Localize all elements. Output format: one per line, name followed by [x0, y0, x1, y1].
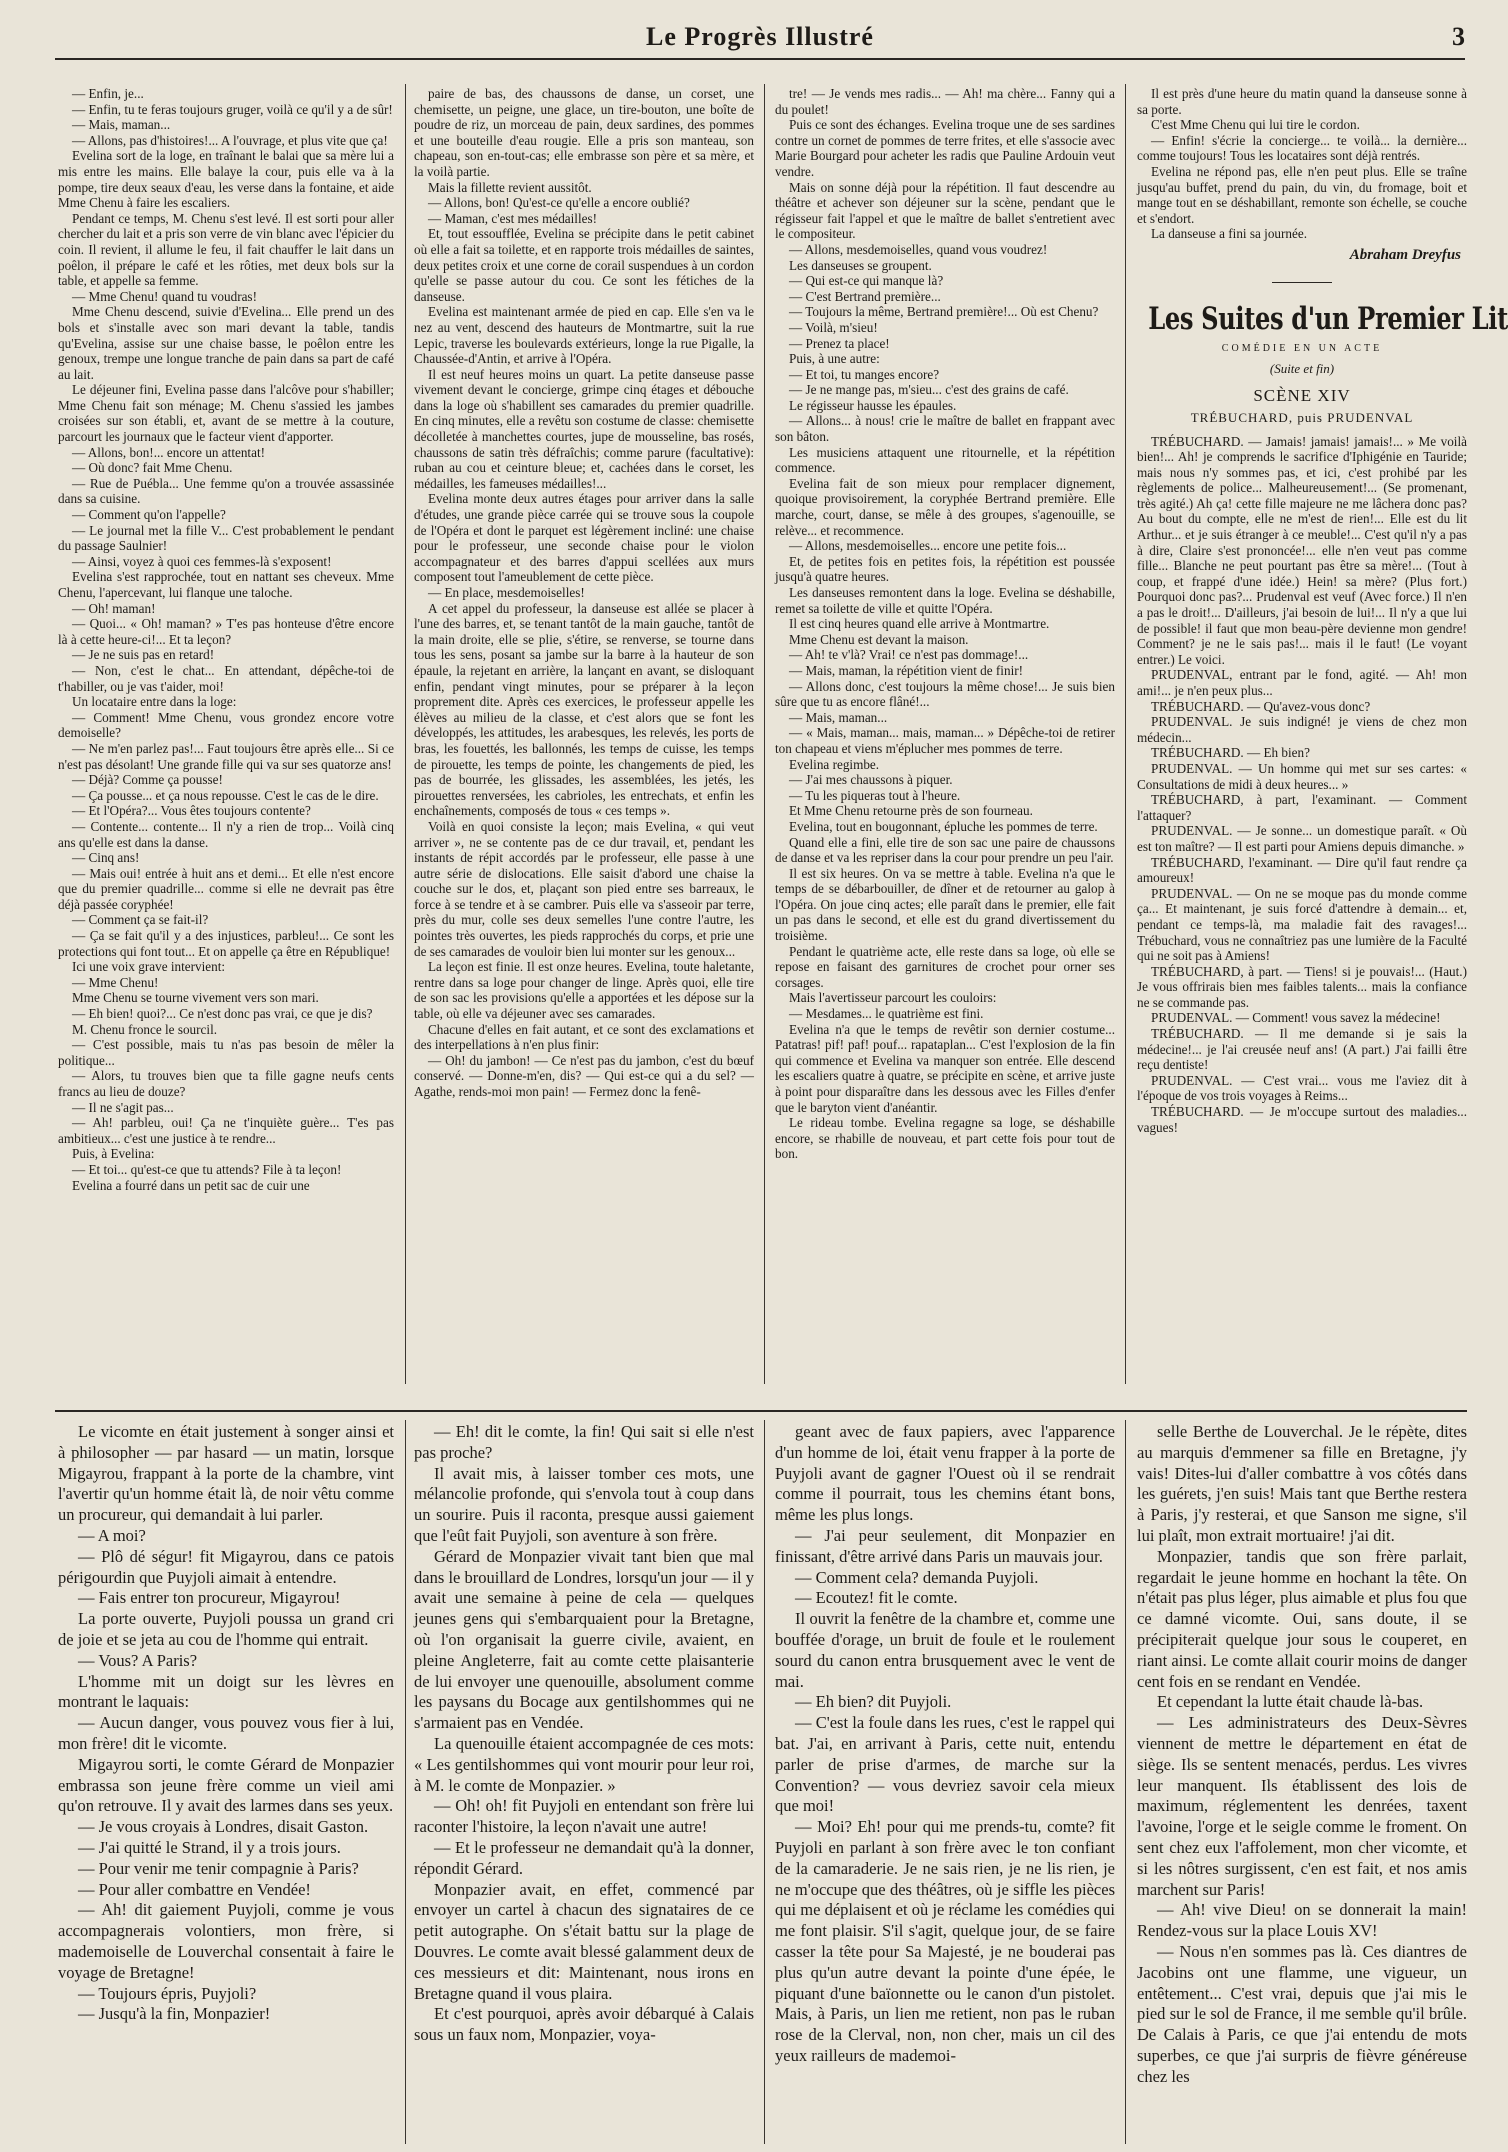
paragraph: La danseuse a fini sa journée.: [1151, 226, 1307, 242]
paragraph: — Et toi... qu'est-ce que tu attends? File à ta leçon!: [72, 1161, 342, 1177]
paragraph: — J'ai peur seulement, dit Monpazier en finissant, d'être arrivé dans Paris un mauvais jour.: [775, 1525, 1115, 1566]
paragraph: — Les administrateurs des Deux-Sèvres viennent de mettre le département en état de siège. Ils se sentent menacés, perdus. Les vivres leur manquent. Ils établissent des lois de maximum, réglementent les denrées, taxent l'avoine, l'orge et le seigle comme le froment. On sent chez eux l'affolement, mon cher vicomte, et si les nôtres surgissent, c'en est fait, et nos amis marchent sur Paris!: [1137, 1713, 1467, 1899]
paragraph: PRUDENVAL. — C'est vrai... vous me l'aviez dit à l'époque de vos trois voyages à Reims...: [1137, 1072, 1467, 1104]
paragraph: PRUDENVAL. Je suis indigné! je viens de chez mon médecin...: [1137, 714, 1467, 745]
paragraph: — Déjà? Comme ça pousse!: [72, 772, 223, 788]
paragraph: Il est six heures. On va se mettre à table. Evelina n'a que le temps de se débarbouiller, de dîner et de retourner au galop à l'Opéra. On joue cinq actes; elle paraît dans le premier, elle fait un pas dans le second, et elle est du grand divertissement du troisième.: [775, 865, 1115, 944]
paragraph: — Ecoutez! fit le comte.: [795, 1588, 958, 1608]
paragraph: geant avec de faux papiers, avec l'apparence d'un homme de loi, était venu frapper à la porte de Puyjoli avant de gagner l'Ouest où il se rendrait comme il pourrait, tous les chemins étant bons, même les plus longs.: [775, 1422, 1115, 1525]
paragraph: Puis, à Evelina:: [72, 1146, 155, 1162]
paragraph: selle Berthe de Louverchal. Je le répète, dites au marquis d'emmener sa fille en Bretagne, j'y vais! Dites-lui d'aller combattre à vos côtés dans les guérets, j'en suis! Mais tant que Berthe restera à Paris, j'y resterai, et que Sanson me signe, s'il lui plaît, mon extrait mortuaire! j'ai dit.: [1137, 1422, 1467, 1545]
paragraph: — Ça pousse... et ça nous repousse. C'est le cas de le dire.: [72, 787, 379, 803]
paragraph: Il est neuf heures moins un quart. La petite danseuse passe vivement devant le concierge, grimpe cinq étages et débouche dans la loge où s'habillent ses camarades du premier quadrille. En cinq minutes, elle a revêtu son costume de classe: chemisette décolletée à manchettes courtes, jupe de mousseline, bas rosés, chaussons de satin très défraîchis; comme parure (facultative): ruban au cou et ceinture bleue; et, cachées dans le corset, les médailles, les fameuses médailles!...: [414, 366, 754, 491]
paragraph: — Mais, maman...: [789, 709, 888, 725]
article-column-3: [775, 86, 1115, 1402]
scene-title: SCÈNE XIV: [1253, 386, 1351, 406]
scene-cast: TRÉBUCHARD, puis PRUDENVAL: [1190, 409, 1414, 425]
paragraph: — Jusqu'à la fin, Monpazier!: [78, 2004, 271, 2024]
paragraph: Ici une voix grave intervient:: [72, 959, 226, 975]
serial-column-3: [775, 1422, 1115, 2144]
paragraph: Monpazier avait, en effet, commencé par envoyer un cartel à chacun des signataires de ce petit autographe. On s'était battu sur la plage de Douvres. Le comte avait blessé galamment deux de ces messieurs et dit: Maintenant, nous irons en Bretagne quand il vous plaira.: [414, 1879, 754, 2003]
paragraph: PRUDENVAL. — Un homme qui met sur ses cartes: « Consultations de midi à deux heures... »: [1137, 760, 1467, 792]
paragraph: — En place, mesdemoiselles!: [428, 585, 585, 600]
article-ending: [1137, 86, 1467, 242]
paragraph: Evelina n'a que le temps de revêtir son dernier costume... Patatras! pif! paf! pouf... rapataplan... C'est l'explosion de la fin qui commence et Evelina va manquer son entrée. Elle descend les escaliers quatre à quatre, se précipite en scène, et arrive juste à point pour disparaître dans les dessous avec les Filles d'enfer que le baryton vient d'anéantir.: [775, 1021, 1115, 1115]
column-divider: [405, 84, 406, 1384]
paragraph: PRUDENVAL. — On ne se moque pas du monde comme ça... Et maintenant, je suis forcé d'attendre à demain... et, pendant ce temps-là, ma maladie fait des ravages!... Trébuchard, vous ne connaîtriez pas une lumière de la Faculté qui ne soit pas à Amiens!: [1137, 885, 1467, 964]
masthead-title: Le Progrès Illustré: [646, 22, 874, 51]
paragraph: Evelina monte deux autres étages pour arriver dans la salle d'études, une grande pièce carrée qui se trouve sous la coupole de l'Opéra et dont le parquet est légèrement incliné: une chaise pour le professeur, une seconde chaise pour le violon accompagnateur et des barres d'appui scellées aux murs composent tout l'ameublement de cette pièce.: [414, 491, 754, 585]
paragraph: — Et toi, tu manges encore?: [789, 366, 940, 382]
paragraph: Les danseuses remontent dans la loge. Evelina se déshabille, remet sa toilette de ville et quitte l'Opéra.: [775, 585, 1115, 616]
paragraph: — Eh bien! quoi?... Ce n'est donc pas vrai, ce que je dis?: [72, 1006, 373, 1022]
paragraph: Le déjeuner fini, Evelina passe dans l'alcôve pour s'habiller; Mme Chenu fait son ménage; M. Chenu s'assied les jambes croisées sur son établi, et, avant de se mettre à la couture, parcourt les journaux que le facteur vient d'apporter.: [58, 382, 394, 445]
paragraph: — Prenez ta place!: [789, 335, 890, 351]
paragraph: — Alors, tu trouves bien que ta fille gagne neufs cents francs au lieu de douze?: [58, 1068, 394, 1099]
paragraph: paire de bas, des chaussons de danse, un corset, une chemisette, un peigne, une glace, un tire-bouton, une boîte de poudre de riz, un morceau de pain, deux sardines, des pommes et une bouteille d'eau rougie. Elle a pris son manteau, son chapeau, son en-tout-cas; elle embrasse son père et sa mère, et la voilà partie.: [414, 86, 754, 179]
column-divider: [1125, 84, 1126, 1384]
page-number: 3: [1452, 22, 1465, 51]
paragraph: — Oh! du jambon! — Ce n'est pas du jambon, c'est du bœuf conservé. — Donne-m'en, dis? — Qui est-ce qui a du sel? — Agathe, rends-moi mon pain! — Fermez donc la fenê-: [414, 1052, 754, 1099]
article-column-4: [1137, 86, 1508, 1402]
author-signature: Abraham Dreyfus: [1349, 246, 1461, 263]
paragraph: — Je ne suis pas en retard!: [72, 647, 215, 663]
paragraph: La porte ouverte, Puyjoli poussa un grand cri de joie et se jeta au cou de l'homme qui entrait.: [58, 1609, 394, 1649]
paragraph: — Et le professeur ne demandait qu'à la donner, répondit Gérard.: [414, 1837, 754, 1878]
paragraph: C'est Mme Chenu qui lui tire le cordon.: [1151, 117, 1360, 133]
paragraph: Evelina, tout en bougonnant, épluche les pommes de terre.: [789, 818, 1098, 834]
paragraph: — Le journal met la fille V... C'est probablement le pendant du passage Saulnier!: [58, 522, 394, 554]
paragraph: — C'est la foule dans les rues, c'est le rappel qui bat. J'ai, en arrivant à Paris, cette nuit, entendu parler de prise d'armes, de marche sur la Convention? — vous devriez savoir cela mieux que moi!: [775, 1713, 1115, 1816]
paragraph: Migayrou sorti, le comte Gérard de Monpazier embrassa son jeune frère comme un vieil ami qu'on retrouve. Il y avait des larmes dans ses yeux.: [58, 1754, 394, 1816]
paragraph: — Rue de Puébla... Une femme qu'on a trouvée assassinée dans sa cuisine.: [58, 475, 394, 507]
paragraph: — Toujours la même, Bertrand première!... Où est Chenu?: [789, 304, 1099, 320]
paragraph: Il est cinq heures quand elle arrive à Montmartre.: [789, 616, 1050, 632]
paragraph: Mme Chenu descend, suivie d'Evelina... Elle prend un des bols et s'installe avec son mari devant la table, tandis qu'Evelina, assise sur une chaise basse, le poêlon entre les genoux, trempe une longue tranche de pain dans sa part de café au lait.: [58, 304, 394, 382]
paragraph: Il avait mis, à laisser tomber ces mots, une mélancolie profonde, qui s'envola tout à coup dans un sourire. Puis il raconta, presque aussi gaiement que l'eût fait Puyjoli, son aventure à son frère.: [414, 1463, 754, 1545]
paragraph: Evelina est maintenant armée de pied en cap. Elle s'en va le nez au vent, descend des hauteurs de Montmartre, suit la rue Lepic, traverse les boulevards extérieurs, longe la rue Pigalle, la Chaussée-d'Antin, et arrive à l'Opéra.: [414, 304, 754, 367]
paragraph: — Plô dé ségur! fit Migayrou, dans ce patois périgourdin que Puyjoli aimait à entendre.: [58, 1546, 394, 1587]
paragraph: La quenouille étaient accompagnée de ces mots: « Les gentilshommes qui vont mourir pour leur roi, à M. le comte de Monpazier. »: [414, 1733, 754, 1795]
paragraph: Evelina ne répond pas, elle n'en peut plus. Elle se traîne jusqu'au buffet, prend du pain, du vin, du fromage, boit et mange tout en se déshabillant, remonte son échelle, se couche et s'endort.: [1137, 163, 1467, 226]
article-column-1: [58, 86, 394, 1402]
play-note: (Suite et fin): [1269, 360, 1335, 376]
paragraph: Il ouvrit la fenêtre de la chambre et, comme une bouffée d'orage, un bruit de foule et le roulement sourd du canon entra brusquement avec le vent de mai.: [775, 1609, 1115, 1691]
paragraph: Et c'est pourquoi, après avoir débarqué à Calais sous un faux nom, Monpazier, voya-: [414, 2004, 754, 2045]
paragraph: — Mesdames... le quatrième est fini.: [789, 1006, 984, 1022]
paragraph: — Allons, mesdemoiselles... encore une petite fois...: [789, 538, 1067, 554]
paragraph: — Ah! vive Dieu! on se donnerait la main! Rendez-vous sur la place Louis XV!: [1137, 1900, 1467, 1941]
paragraph: — Mme Chenu!: [72, 974, 159, 990]
paragraph: Chacune d'elles en fait autant, et ce sont des exclamations et des interpellations à n'en plus finir:: [414, 1021, 754, 1053]
column-divider: [405, 1420, 406, 2144]
paragraph: — Ah! te v'là? Vrai! ce n'est pas dommage!...: [789, 647, 1029, 663]
paragraph: — Tu les piqueras tout à l'heure.: [789, 787, 961, 803]
play-title: Les Suites d'un Premier Lit: [1148, 301, 1508, 338]
paragraph: tre! — Je vends mes radis... — Ah! ma chère... Fanny qui a du poulet!: [775, 86, 1115, 117]
paragraph: — Contente... contente... Il n'y a rien de trop... Voilà cinq ans qu'elle est dans la danse.: [58, 818, 394, 850]
paragraph: Un locataire entre dans la loge:: [72, 694, 237, 710]
paragraph: — C'est Bertrand première...: [789, 288, 941, 304]
paragraph: Evelina fait de son mieux pour remplacer dignement, quoique provisoirement, la coryphée Bertrand première. Elle marche, court, danse, se mêle à des groupes, s'agenouille, se relève... et recommence.: [775, 475, 1115, 538]
paragraph: — J'ai mes chaussons à piquer.: [789, 772, 953, 788]
paragraph: — Je ne mange pas, m'sieu... c'est des grains de café.: [789, 382, 1069, 398]
paragraph: — J'ai quitté le Strand, il y a trois jours.: [78, 1837, 341, 1857]
paragraph: — Maman, c'est mes médailles!: [428, 210, 598, 226]
paragraph: Le vicomte en était justement à songer ainsi et à philosopher — par hasard — un matin, lorsque Migayrou, frappant à la porte de la chambre, vint l'avertir qu'un homme était là, de noir vêtu comme un procureur, qui demandait à lui parler.: [58, 1422, 394, 1525]
paragraph: Et cependant la lutte était chaude là-bas.: [1157, 1692, 1424, 1712]
paragraph: — Allons... à nous! crie le maître de ballet en frappant avec son bâton.: [775, 413, 1115, 445]
column-divider: [1125, 1420, 1126, 2144]
paragraph: — Allons donc, c'est toujours la même chose!... Je suis bien sûre que tu as encore flâné!...: [775, 678, 1115, 710]
paragraph: — Non, c'est le chat... En attendant, dépêche-toi de t'habiller, ou je vas t'aider, moi!: [58, 662, 394, 694]
paragraph: TRÉBUCHARD. — Il me demande si je sais la médecine!... je l'ai creusée neuf ans! (A part.) J'ai failli être reçu dentiste!: [1137, 1026, 1467, 1073]
paragraph: — Je vous croyais à Londres, disait Gaston.: [78, 1817, 369, 1837]
paragraph: Mme Chenu se tourne vivement vers son mari.: [72, 990, 319, 1006]
paragraph: Mme Chenu est devant la maison.: [789, 631, 969, 647]
paragraph: — Eh bien? dit Puyjoli.: [795, 1692, 952, 1712]
serial-column-4: [1137, 1422, 1467, 2144]
paragraph: — Mais, maman...: [72, 117, 171, 133]
paragraph: TRÉBUCHARD, à part. — Tiens! si je pouvais!... (Haut.) Je vous offrirais bien mes faibles talents... mais la confiance ne se commande pas.: [1137, 963, 1467, 1010]
paragraph: — Allons, mesdemoiselles, quand vous voudrez!: [789, 241, 1048, 257]
paragraph: Monpazier, tandis que son frère parlait, regardait le jeune homme en hochant la tête. On n'était pas plus léger, plus aimable et plus fou que ce damné vicomte. Oui, sans doute, il se précipiterait quelque jour sous le couperet, en riant ainsi. Le comte allait courir moins de danger cent fois en se rendant en Vendée.: [1137, 1546, 1467, 1691]
paragraph: — A moi?: [78, 1525, 146, 1545]
paragraph: Et, tout essoufflée, Evelina se précipite dans le petit cabinet où elle a fait sa toilette, et en rapporte trois médailles de saintes, deux petites croix et une corne de corail suspendues à un cordon qu'elle se passe autour du cou. Ce sont les fétiches de la danseuse.: [414, 226, 754, 304]
paragraph: — Eh! dit le comte, la fin! Qui sait si elle n'est pas proche?: [414, 1422, 754, 1462]
paragraph: — Pour aller combattre en Vendée!: [78, 1879, 311, 1899]
paragraph: — Comment! Mme Chenu, vous grondez encore votre demoiselle?: [58, 709, 394, 741]
paragraph: Voilà en quoi consiste la leçon; mais Evelina, « qui veut arriver », ne se contente pas de ce dur travail, et, pendant les instants de répit accordés par le professeur, elle passe à une autre série de dislocations. Elle saisit d'abord une chaise la couche sur le dos, et, plaçant son pied entre ses barreaux, le force à se tendre et à se cambrer. Puis elle va s'asseoir par terre, près du mur, colle ses deux semelles l'une contre l'autre, les pointes très ouvertes, les pieds rapprochés du corps, et prie une de ses camarades de vouloir bien lui monter sur les genoux...: [414, 818, 754, 959]
paragraph: — Nous n'en sommes pas là. Ces diantres de Jacobins ont une flamme, une vigueur, un entêtement... C'est vrai, depuis que j'ai mis le pied sur le sol de France, il me semble qu'il brûle. De Calais à Paris, ce que j'ai entendu de mots superbes, ce que j'ai surpris de fièvre généreuse chez les: [1137, 1941, 1467, 2086]
paragraph: — Toujours épris, Puyjoli?: [78, 1983, 257, 2003]
column-divider: [764, 84, 765, 1384]
paragraph: Pendant le quatrième acte, elle reste dans sa loge, où elle se repose en faisant des garnitures de crochet pour orner ses corsages.: [775, 943, 1115, 990]
paragraph: PRUDENVAL. — Comment! vous savez la médecine!: [1151, 1010, 1441, 1026]
paragraph: — Quoi... « Oh! maman? » T'es pas honteuse d'être encore là à cette heure-ci!... Et ta leçon?: [58, 616, 394, 647]
play-dialogue: [1137, 434, 1467, 1136]
paragraph: Gérard de Monpazier vivait tant bien que mal dans le brouillard de Londres, lorsqu'un jour — il y avait une semaine à peine de cela — quelques jeunes gens qui s'embarquaient pour la Bretagne, où l'on organisait la guerre civile, avaient, en pleine Angleterre, fait au comte cette plaisanterie de lui envoyer une quenouille, absolument comme les paysans du Bocage aux gentilshommes qui ne s'armaient pas en Vendée.: [414, 1546, 754, 1733]
paragraph: — Mais oui! entrée à huit ans et demi... Et elle n'est encore que du premier quadrille... comme si elle ne devrait pas être déjà passée coryphée!: [58, 865, 394, 912]
paragraph: Il est près d'une heure du matin quand la danseuse sonne à sa porte.: [1137, 86, 1467, 117]
paragraph: — C'est possible, mais tu n'as pas besoin de mêler la politique...: [58, 1037, 394, 1068]
paragraph: — Ne m'en parlez pas!... Faut toujours être après elle... Si ce n'est pas désolant! Une grande fille qui va sur ses quatorze ans!: [58, 740, 394, 772]
paragraph: Les danseuses se groupent.: [789, 257, 932, 273]
paragraph: — Oh! maman!: [72, 600, 156, 616]
paragraph: — Oh! oh! fit Puyjoli en entendant son frère lui raconter l'histoire, la leçon n'avait une autre!: [414, 1796, 754, 1837]
serial-column-2: [414, 1422, 754, 2144]
paragraph: — « Mais, maman... mais, maman... » Dépêche-toi de retirer ton chapeau et viens m'éplucher mes pommes de terre.: [775, 725, 1115, 756]
paragraph: — Enfin, tu te feras toujours gruger, voilà ce qu'il y a de sûr!: [72, 101, 393, 117]
paragraph: Pendant ce temps, M. Chenu s'est levé. Il est sorti pour aller chercher du lait et a pris son verre de vin blanc avec l'épicier du coin. Il revient, il allume le feu, il fait chauffer le lait dans un poêlon, il prépare le café et les rôties, met deux bols sur la table, et appelle sa femme.: [58, 210, 394, 289]
paragraph: La leçon est finie. Il est onze heures. Evelina, toute haletante, rentre dans sa loge pour changer de linge. Après quoi, elle tire de son sac les provisions qu'elle a apportées et les dépose sur la table, où elle va déjeuner avec ses camarades.: [414, 959, 754, 1022]
paragraph: Le régisseur hausse les épaules.: [789, 397, 957, 413]
paragraph: — Allons, pas d'histoires!... A l'ouvrage, et plus vite que ça!: [72, 132, 388, 148]
paragraph: Et, de petites fois en petites fois, la répétition est poussée jusqu'à quatre heures.: [775, 553, 1115, 585]
paragraph: L'homme mit un doigt sur les lèvres en montrant le laquais:: [58, 1671, 394, 1712]
paragraph: Mais la fillette revient aussitôt.: [428, 179, 592, 195]
paragraph: — Et l'Opéra?... Vous êtes toujours contente?: [72, 803, 311, 819]
section-separator: [55, 1410, 1467, 1412]
paragraph: — Enfin! s'écrie la concierge... te voilà... la dernière... comme toujours! Tous les locataires sont déjà rentrés.: [1137, 132, 1467, 164]
paragraph: PRUDENVAL. — Je sonne... un domestique paraît. « Où est ton maître? — Il est parti pour Amiens depuis dimanche. »: [1137, 823, 1467, 854]
paragraph: Puis ce sont des échanges. Evelina troque une de ses sardines contre un cornet de pommes de terre frites, et elle s'associe avec Marie Bourgard pour acheter les radis que Pauline Ardouin veut vendre.: [775, 117, 1115, 179]
paragraph: — Mme Chenu! quand tu voudras!: [72, 288, 257, 304]
paragraph: Quand elle a fini, elle tire de son sac une paire de chaussons de danse et va les repriser dans la cour pour prendre un peu l'air.: [775, 834, 1115, 866]
paragraph: — Voilà, m'sieu!: [789, 319, 878, 335]
paragraph: TRÉBUCHARD, à part, l'examinant. — Comment l'attaquer?: [1137, 792, 1467, 823]
paragraph: Evelina regimbe.: [789, 756, 880, 772]
paragraph: A cet appel du professeur, la danseuse est allée se placer à l'une des barres, et, se tenant tantôt de la main gauche, tantôt de la main droite, elle se plie, s'étire, se renverse, se tourne dans tous les sens, posant sa jambe sur la barre à la hauteur de son épaule, la rejetant en arrière, la lançant en avant, se disloquant enfin, pendant vingt minutes, pour se préparer à la leçon proprement dite. Après ces exercices, le professeur appelle les élèves au milieu de la classe, et c'est alors que se font les développés, les attitudes, les arabesques, les relevés, les ports de bras, les fouettés, les ballonnés, les temps de cuisse, les temps de pirouette, les temps de pointe, les changements de pied, les pas de bourrée, les glissades, les assemblées, les jetés, les pirouettes renversées, les cabrioles, les entrechats, et enfin les enchaînements, composés de tous « ces temps ».: [414, 600, 754, 819]
paragraph: Evelina a fourré dans un petit sac de cuir une: [72, 1177, 310, 1193]
paragraph: — Ça se fait qu'il y a des injustices, parbleu!... Ce sont les protections qui font tout... Et on appelle ça être en République!: [58, 928, 394, 959]
paragraph: — Allons, bon!... encore un attentat!: [72, 444, 266, 460]
paragraph: — Cinq ans!: [72, 850, 140, 866]
paragraph: Mais on sonne déjà pour la répétition. Il faut descendre au théâtre et achever son déjeuner sur la scène, pendant que le régisseur fait l'appel et que le maître de ballet s'entretient avec le compositeur.: [775, 179, 1115, 242]
paragraph: TRÉBUCHARD. — Jamais! jamais! jamais!... » Me voilà bien!... Ah! je comprends le sacrifice d'Iphigénie en Tauride; mais nous n'y sommes pas, et ici, c'est prohibé par les règlements de police... Malheureusement!... (Se promenant, très agité.) Ah ça! cette fille majeure ne me lâchera donc pas? Au bout du compte, elle ne m'est de rien!... Elle est du lit Arthur... et je suis étranger à ce meuble!... C'est qu'il n'y a pas à dire, Claire s'est prononcée!... elle n'en veut pas comme fille... Blanche ne peut pourtant pas être sa mère!... (Tout à coup, et frappé d'une idée.) Hein! sa mère? (Plus fort.) Pourquoi donc pas?... Prudenval est veuf (Avec force.) Il n'en a pas le droit!... D'ailleurs, j'ai besoin de lui!... Il n'y a que lui de possible! il faut que mon beau-père devienne mon gendre! Comment? je ne le sais pas!... mais il le faut! (Le voyant entrer.) Le voici.: [1137, 433, 1467, 667]
paragraph: — Moi? Eh! pour qui me prends-tu, comte? fit Puyjoli en parlant à son frère avec le ton confiant de la camaraderie. Je ne sais rien, je ne lis rien, je ne m'occupe que des théâtres, où je siffle les pièces qui me déplaisent et où je réclame les comédies qui me font plaisir. S'il s'agit, quelque jour, de se faire casser la tête pour Sa Majesté, je ne bouderai pas plus qu'un autre devant la pointe d'une épée, le piquant d'une baïonnette ou le canon d'un pistolet. Mais, à Paris, un lien me retient, non pas le ruban rose de la Clerval, non, non cher, mais un cil des yeux railleurs de mademoi-: [775, 1817, 1115, 2065]
paragraph: TRÉBUCHARD. — Qu'avez-vous donc?: [1151, 698, 1371, 714]
paragraph: TRÉBUCHARD. — Je m'occupe surtout des maladies... vagues!: [1137, 1104, 1467, 1135]
paragraph: Mais l'avertisseur parcourt les couloirs:: [789, 990, 997, 1006]
paragraph: Evelina s'est rapprochée, tout en nattant ses cheveux. Mme Chenu, l'apercevant, lui flanque une taloche.: [58, 569, 394, 600]
paragraph: — Ah! dit gaiement Puyjoli, comme je vous accompagnerais volontiers, mon frère, si mademoiselle de Louverchal consentait à faire le voyage de Bretagne!: [58, 1900, 394, 1982]
paragraph: — Ah! parbleu, oui! Ça ne t'inquiète guère... T'es pas ambitieux... c'est une justice à te rendre...: [58, 1115, 394, 1146]
paragraph: — Qui est-ce qui manque là?: [789, 273, 944, 289]
play-subtitle: COMÉDIE EN UN ACTE: [1221, 343, 1383, 355]
paragraph: — Mais, maman, la répétition vient de finir!: [789, 662, 1024, 678]
serial-column-1: [58, 1422, 394, 2144]
paragraph: — Aucun danger, vous pouvez vous fier à lui, mon frère! dit le vicomte.: [58, 1713, 394, 1753]
paragraph: PRUDENVAL, entrant par le fond, agité. — Ah! mon ami!... je n'en peux plus...: [1137, 667, 1467, 698]
paragraph: — Il ne s'agit pas...: [72, 1099, 174, 1115]
paragraph: — Comment ça se fait-il?: [72, 912, 209, 928]
paragraph: Les musiciens attaquent une ritournelle, et la répétition commence.: [775, 444, 1115, 476]
paragraph: M. Chenu fronce le sourcil.: [72, 1021, 218, 1037]
paragraph: — Où donc? fait Mme Chenu.: [72, 460, 233, 476]
section-divider: [1137, 274, 1467, 290]
paragraph: TRÉBUCHARD, l'examinant. — Dire qu'il faut rendre ça amoureux!: [1137, 854, 1467, 886]
column-divider: [764, 1420, 765, 2144]
paragraph: Evelina sort de la loge, en traînant le balai que sa mère lui a mis entre les mains. Elle balaye la cour, puis elle va à la pompe, tire deux seaux d'eau, les verse dans la fontaine, et aide Mme Chenu à faire les escaliers.: [58, 148, 394, 211]
paragraph: Le rideau tombe. Evelina regagne sa loge, se déshabille encore, se rhabille de nouveau, et part cette fois pour tout de bon.: [775, 1115, 1115, 1162]
paragraph: — Pour venir me tenir compagnie à Paris?: [78, 1858, 359, 1878]
paragraph: — Ainsi, voyez à quoi ces femmes-là s'exposent!: [72, 553, 332, 569]
paragraph: Et Mme Chenu retourne près de son fourneau.: [789, 803, 1033, 819]
paragraph: — Comment cela? demanda Puyjoli.: [795, 1567, 1039, 1587]
page-header: [55, 22, 1465, 60]
paragraph: — Vous? A Paris?: [78, 1650, 198, 1670]
paragraph: TRÉBUCHARD. — Eh bien?: [1151, 745, 1310, 761]
paragraph: — Enfin, je...: [72, 86, 144, 101]
paragraph: Puis, à une autre:: [789, 351, 880, 367]
article-column-2: [414, 86, 754, 1402]
paragraph: — Comment qu'on l'appelle?: [72, 507, 226, 523]
paragraph: — Allons, bon! Qu'est-ce qu'elle a encore oublié?: [428, 195, 690, 211]
paragraph: — Fais entrer ton procureur, Migayrou!: [78, 1588, 341, 1608]
